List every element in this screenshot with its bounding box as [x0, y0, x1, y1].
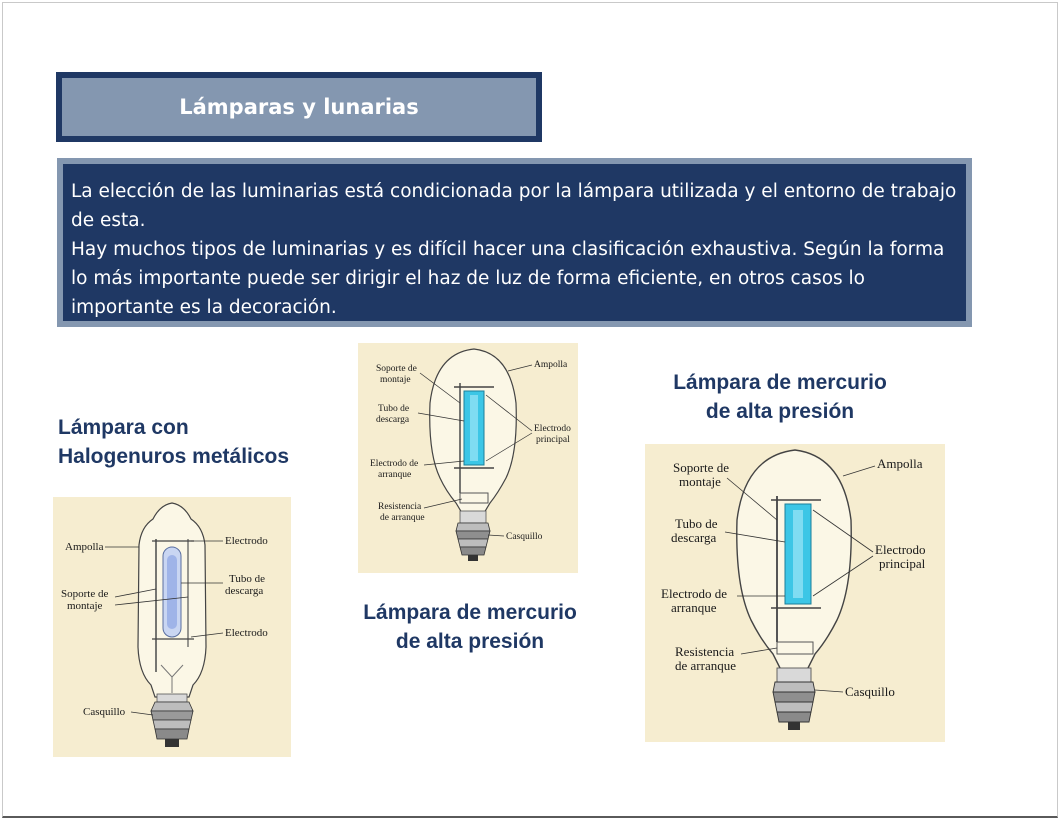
- svg-text:Electrodo de: Electrodo de: [370, 459, 419, 469]
- caption-line: Lámpara de mercurio: [363, 601, 577, 624]
- caption-line: Lámpara con: [58, 416, 189, 439]
- svg-text:Electrodo: Electrodo: [875, 542, 926, 557]
- svg-text:Soporte de: Soporte de: [61, 588, 109, 600]
- intro-paragraph-2: Hay muchos tipos de luminarias y es difícil hacer una clasificación exhaustiva. Según la forma lo más importante puede ser dirigir el haz de luz de forma eficiente, en otros casos lo importante es la decoración.: [71, 239, 945, 318]
- caption-line: Lámpara de mercurio: [673, 371, 887, 394]
- svg-text:Electrodo: Electrodo: [225, 535, 268, 547]
- svg-text:arranque: arranque: [378, 470, 412, 480]
- svg-text:Tubo de: Tubo de: [675, 516, 718, 531]
- svg-text:descarga: descarga: [376, 415, 410, 425]
- slide-title: Lámparas y lunarias: [62, 78, 536, 136]
- svg-text:montaje: montaje: [679, 474, 721, 489]
- halide-lamp-diagram: [53, 497, 291, 757]
- svg-text:Casquillo: Casquillo: [506, 532, 543, 542]
- svg-text:descarga: descarga: [671, 530, 717, 545]
- caption-line: de alta presión: [395, 630, 545, 653]
- caption-line: Halogenuros metálicos: [58, 445, 290, 468]
- svg-text:de arranque: de arranque: [675, 658, 736, 673]
- svg-text:Tubo de: Tubo de: [378, 404, 410, 414]
- title-box: [56, 72, 542, 142]
- caption-halide-lamp: [58, 413, 289, 471]
- svg-text:principal: principal: [879, 556, 926, 571]
- intro-box: [57, 158, 972, 327]
- svg-text:Electrodo de: Electrodo de: [661, 586, 728, 601]
- svg-text:Soporte de: Soporte de: [376, 364, 417, 374]
- caption-mercury-lamp-center: [340, 598, 600, 656]
- caption-line: de alta presión: [705, 400, 855, 423]
- svg-text:principal: principal: [536, 435, 570, 445]
- svg-text:Electrodo: Electrodo: [225, 627, 268, 639]
- intro-text: [63, 164, 966, 321]
- svg-text:montaje: montaje: [67, 600, 103, 612]
- svg-text:de arranque: de arranque: [380, 513, 425, 523]
- mercury-lamp-diagram-large: [645, 444, 945, 742]
- caption-mercury-lamp-right: [650, 368, 910, 426]
- svg-text:arranque: arranque: [671, 600, 717, 615]
- svg-text:Ampolla: Ampolla: [877, 456, 923, 471]
- svg-text:Casquillo: Casquillo: [845, 684, 895, 699]
- mercury-lamp-diagram-small: [358, 343, 578, 573]
- svg-text:montaje: montaje: [380, 375, 411, 385]
- svg-text:descarga: descarga: [225, 585, 264, 597]
- svg-text:Ampolla: Ampolla: [65, 541, 104, 553]
- svg-text:Resistencia: Resistencia: [675, 644, 735, 659]
- svg-text:Electrodo: Electrodo: [534, 424, 571, 434]
- intro-paragraph-1: La elección de las luminarias está condicionada por la lámpara utilizada y el entorno de trabajo de esta.: [71, 181, 957, 231]
- svg-text:Ampolla: Ampolla: [534, 360, 568, 370]
- svg-text:Soporte de: Soporte de: [673, 460, 729, 475]
- svg-text:Casquillo: Casquillo: [83, 706, 126, 718]
- svg-text:Tubo de: Tubo de: [229, 573, 265, 585]
- svg-text:Resistencia: Resistencia: [378, 502, 422, 512]
